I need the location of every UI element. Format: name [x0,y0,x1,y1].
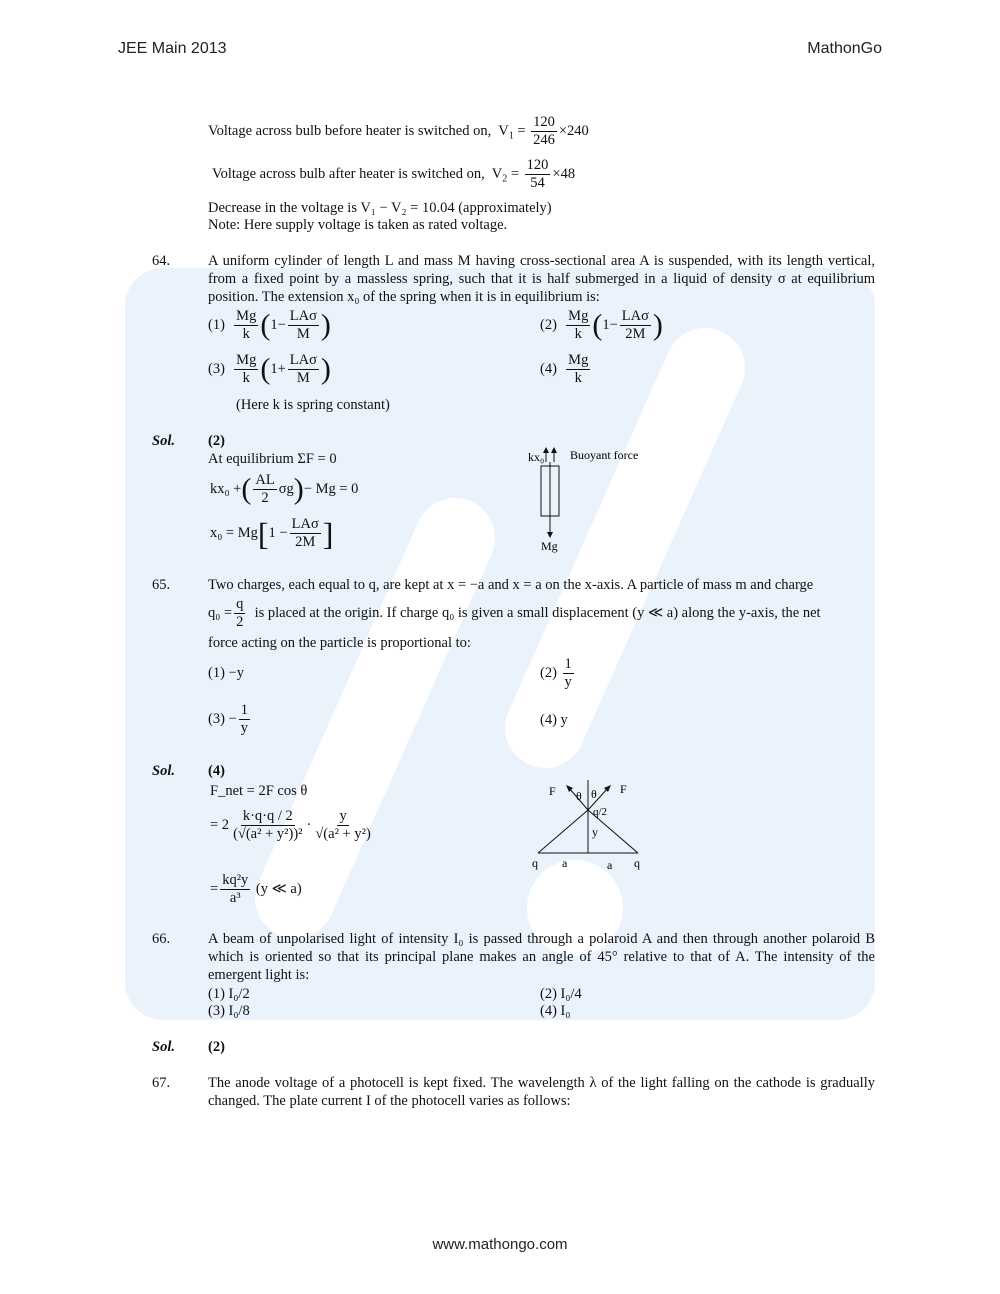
option-1: (1) −y [208,665,244,681]
diagram-label: F [620,782,627,796]
spring-cylinder-diagram [520,444,680,556]
solution-equation: kx₀ +( $\frac{AL}{2}$ σg)− Mg = 0 [210,472,359,506]
diagram-label: q/2 [593,806,608,818]
diagram-label: q [634,856,640,870]
solution-label: Sol. [152,763,175,779]
voltage-decrease: Decrease in the voltage is V₁ − V₂ = 10.04 (approximately) [208,200,552,216]
solution-equation: = 2 $\frac{k\cdot q\cdot q / 2}{\text{(√(a² + y²))²}}$ · $\frac{y}{\text{√(a² + y²)}}$ [210,808,371,842]
diagram-label: a [607,858,613,872]
solution-answer: (4) [208,763,225,779]
option-1: (1) I₀/2 [208,986,250,1002]
solution-answer: (2) [208,433,225,449]
option-4: (4) I₀ [540,1003,571,1019]
question-text: The anode voltage of a photocell is kept fixed. The wavelength λ of the light falling on the cathode is gradually changed. The plate current I of the photocell varies as follows: [208,1075,875,1109]
voltage-after-line: Voltage across bulb after heater is switched on, $V_2$ = $\frac{120}{54}$ ×48 [212,157,576,191]
solution-line: F_net = 2F cos θ [210,783,308,799]
solution-answer: (2) [208,1039,225,1055]
solution-line: At equilibrium ΣF = 0 [208,451,337,467]
option-3: (3) − $\frac{1}{y}$ [208,702,248,736]
solution-equation: x₀ = Mg[1 − $\frac{\text{LAσ}}{2M}$ ] [210,515,334,552]
charges-triangle-diagram [520,775,660,875]
question-text: A uniform cylinder of length L and mass M having cross-sectional area A is suspended, with its length vertical, from a fixed point by a massless spring, such that it is half submerged in a liquid of density σ at equilibrium position. The extension x₀ of the spring when it is in equilibrium is: [208,253,875,305]
question-text: Two charges, each equal to q, are kept at x = −a and x = a on the x-axis. A particle of mass m and charge [208,577,814,593]
question-number: 65. [152,577,171,593]
diagram-label: θ [576,789,582,803]
diagram-label: a [562,856,568,870]
solution-label: Sol. [152,1039,175,1055]
option-4: (4) y [540,712,568,728]
option-1: (1) $\frac{Mg}{k}$ (1− $\frac{\text{LAσ}}{M}$ ) [208,308,331,342]
option-3: (3) $\frac{Mg}{k}$ (1+ $\frac{\text{LAσ}}{M}$ ) [208,352,331,386]
question-number: 64. [152,253,171,269]
question-text: A beam of unpolarised light of intensity I₀ is passed through a polaroid A and then through another polaroid B which is oriented so that its principal plane makes an angle of 45° relative to that of A. The intensity of the emergent light is: [208,931,875,983]
diagram-label: F [549,784,556,798]
header-left: JEE Main 2013 [118,40,227,57]
question-number: 67. [152,1075,171,1091]
question-number: 66. [152,931,171,947]
question-text: force acting on the particle is proportional to: [208,635,471,651]
diagram-label: θ [591,787,597,801]
option-2: (2) $\frac{Mg}{k}$ (1− $\frac{\text{LAσ}}{2M}$ ) [540,308,663,342]
diagram-label: Buoyant force [570,448,639,462]
footer-url: www.mathongo.com [432,1236,568,1253]
header-right: MathonGo [807,40,882,57]
diagram-label: q [532,856,538,870]
voltage-before-line: Voltage across bulb before heater is switched on, $V_1$ = $\frac{120}{246}$ ×240 [208,114,589,148]
option-2: (2) $\frac{1}{y}$ [540,656,572,690]
question-text: q₀ = $\frac{q}{2}$ is placed at the origin. If charge q₀ is given a small displacement (y ≪ a) along the y-axis, the net [208,596,821,630]
option-3: (3) I₀/8 [208,1003,250,1019]
option-2: (2) I₀/4 [540,986,582,1002]
voltage-note: Note: Here supply voltage is taken as rated voltage. [208,217,508,233]
diagram-label: y [592,825,598,839]
diagram-label: Mg [541,539,558,553]
option-note: (Here k is spring constant) [236,397,390,413]
solution-equation: = $\frac{\text{kq²y}}{\text{a³}}$ (y ≪ a) [210,872,302,906]
diagram-label: kx₀ [528,450,545,464]
option-4: (4) $\frac{Mg}{k}$ [540,352,589,386]
solution-label: Sol. [152,433,175,449]
